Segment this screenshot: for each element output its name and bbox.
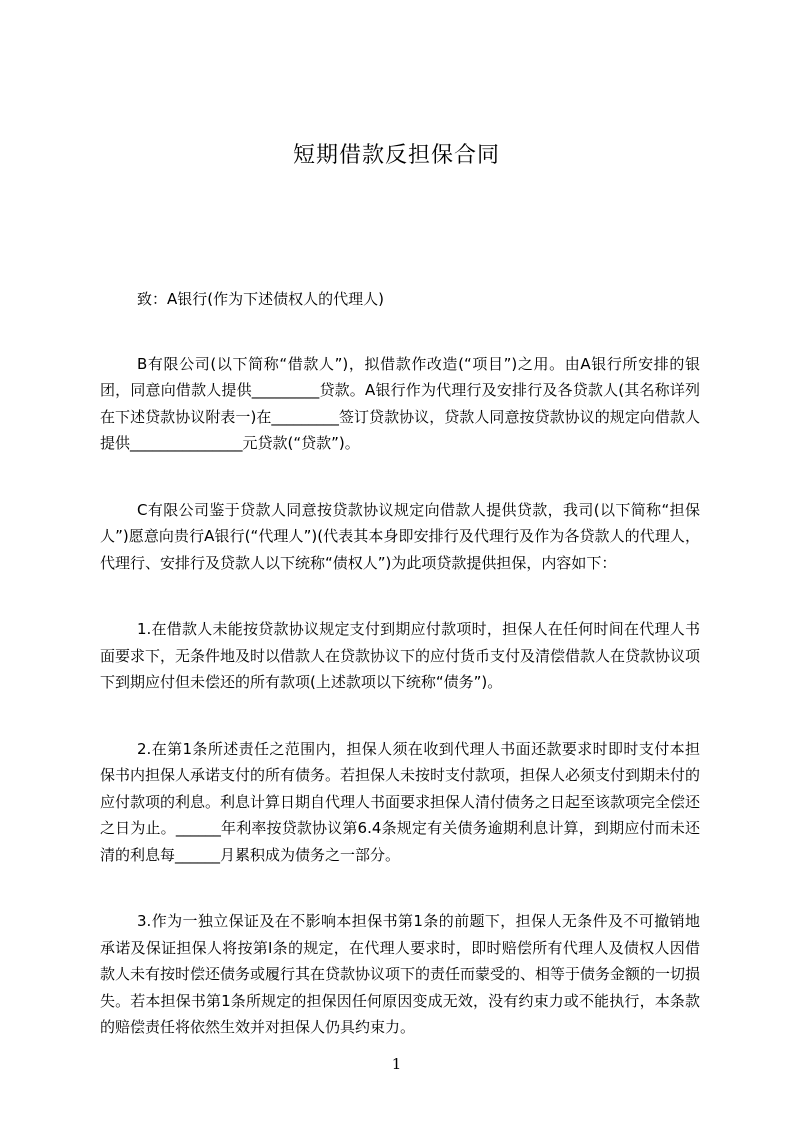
paragraph-guarantor-intro: C有限公司鉴于贷款人同意按贷款协议规定向借款人提供贷款，我司(以下简称“担保人”)愿意向贵行A银行(“代理人”)(代表其本身即安排行及代理行及作为各贷款人的代理人，代理行、安排行及贷款人以下统称“债权人”)为此项贷款提供担保，内容如下： <box>100 500 700 572</box>
addressee-line: 致：A银行(作为下述债权人的代理人) <box>137 290 384 308</box>
paragraph-clause-1: 1.在借款人未能按贷款协议规定支付到期应付款项时，担保人在任何时间在代理人书面要求下，无条件地及时以借款人在贷款协议下的应付货币支付及清偿借款人在贷款协议项下到期应付但未偿还的所有款项(上述款项以下统称“债务”)。 <box>100 620 701 691</box>
page-number: 1 <box>391 1055 402 1073</box>
paragraph-clause-2: 2.在第1条所述责任之范围内，担保人须在收到代理人书面还款要求时即时支付本担保书内担保人承诺支付的所有债务。若担保人未按时支付款项，担保人必须支付到期未付的应付款项的利息。利息计算日期自代理人书面要求担保人清付债务之日起至该款项完全偿还之日为止。______年利率按贷款协议第6.4条规定有关债务逾期利息计算，到期应付而未还清的利息每______月累积成为债务之一部分。 <box>100 739 701 864</box>
document-body <box>100 286 700 1081</box>
paragraph-borrower-intro: B有限公司(以下简称“借款人”)，拟借款作改造(“项目”)之用。由A银行所安排的银团，同意向借款人提供_________贷款。A银行作为代理行及安排行及各贷款人(其名称详列在下述贷款协议附表一)在_________签订贷款协议，贷款人同意按贷款协议的规定向借款人提供_______________元贷款(“贷款”)。 <box>100 354 700 452</box>
document-title: 短期借款反担保合同 <box>292 143 500 168</box>
paragraph-clause-3: 3.作为一独立保证及在不影响本担保书第1条的前题下，担保人无条件及不可撤销地承诺及保证担保人将按第Ⅰ条的规定，在代理人要求时，即时赔偿所有代理人及债权人因借款人未有按时偿还债务或履行其在贷款协议项下的责任而蒙受的、相等于债务金额的一切损失。若本担保书第1条所规定的担保因任何原因变成无效，没有约束力或不能执行，本条款的赔偿责任将依然生效并对担保人仍具约束力。 <box>100 912 701 1036</box>
